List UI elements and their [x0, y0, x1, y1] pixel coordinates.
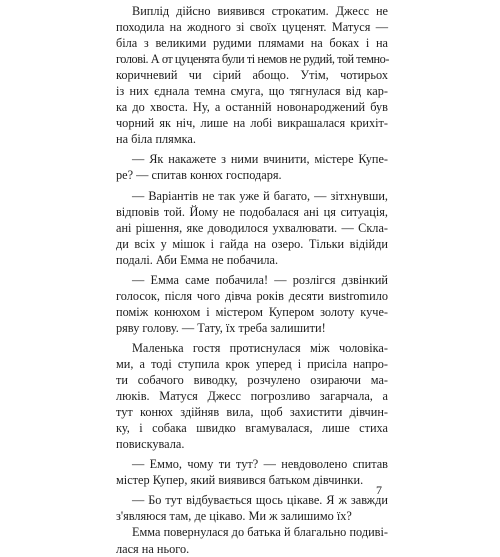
text-line: ди всіх у мішок і гайда на озеро. Тільки відійди: [116, 236, 388, 251]
text-line: із них єднала темна смуга, що тягнулася від кар-: [116, 84, 388, 99]
text-line: — Еммо, чому ти тут? — невдоволено спитав: [132, 457, 388, 472]
paragraph-1: [116, 3, 388, 147]
text-line: ка до хвоста. Ну, а останній новонароджений був: [116, 100, 388, 115]
paragraph-7: [116, 492, 388, 524]
text-line: чорний як ніч, лише на лобі викрашалася крихіт-: [116, 116, 388, 131]
text-line: ку, і собака швидко вгамувалася, лише стиха: [116, 421, 388, 436]
text-line: поміж конюхом і містером Купером золоту куче-: [116, 304, 388, 319]
paragraph-6: [116, 456, 388, 488]
text-line: повискувала.: [116, 437, 185, 452]
text-line: голові. А от цуценята були ті немов не рудий, той темно-: [116, 52, 390, 67]
page-number: 7: [376, 483, 382, 497]
text-line: Емма повернулася до батька й благально подиві-: [132, 525, 388, 540]
text-line: ми, а тоді ступила крок уперед і присіла напро-: [116, 356, 388, 371]
text-line: походила на жодного зі своїх цуценят. Матуся —: [116, 20, 388, 35]
text-line: з'являюся там, де цікаво. Ми ж залишимо їх?: [116, 509, 352, 524]
text-line: лася на нього.: [116, 541, 190, 556]
body-text: [116, 3, 388, 557]
paragraph-8: [116, 524, 388, 556]
text-line: голосок, після чого дівча років десяти виstromило: [116, 288, 388, 303]
text-line: — Емма саме побачила! — розлігся дзвінкий: [132, 272, 388, 287]
text-line: ти собачого виводку, розчулено озираючи ма-: [116, 373, 388, 388]
paragraph-2: [116, 151, 388, 183]
text-line: біла з великими рудими плямами на боках і на: [116, 36, 388, 51]
text-line: коричневий чи сірий абощо. Утім, чотирьох: [116, 68, 388, 83]
text-line: тут конюх здійняв вила, щоб захистити дівчин-: [116, 405, 388, 420]
text-line: люків. Матуся Джесс погрозливо загарчала, а: [116, 389, 388, 404]
paragraph-5: [116, 340, 388, 452]
text-line: ряву голову. — Тату, їх треба залишити!: [116, 320, 326, 335]
paragraph-4: [116, 272, 388, 336]
text-line: Маленька гостя протиснулася між чоловіка-: [132, 340, 388, 355]
text-line: — Бо тут відбувається щось цікаве. Я ж завжди: [132, 493, 388, 508]
text-line: на біла плямка.: [116, 132, 196, 147]
text-line: ані рішення, яке доводилося ухвалювати. — Скла-: [116, 220, 388, 235]
paragraph-3: [116, 188, 388, 268]
text-line: відповів той. Йому не подобалася ані ця ситуація,: [116, 204, 388, 219]
text-line: подалі. Аби Емма не побачила.: [116, 252, 279, 267]
text-line: — Як накажете з ними вчинити, містере Купе-: [132, 152, 388, 167]
text-line: Виплід дійсно виявився строкатим. Джесс не: [132, 4, 388, 18]
text-line: ре? — спитав конюх господаря.: [116, 168, 282, 183]
text-line: містер Купер, який виявився батьком дівчинки.: [116, 473, 364, 488]
text-line: — Варіантів не так уже й багато, — зітхнувши,: [132, 188, 388, 203]
